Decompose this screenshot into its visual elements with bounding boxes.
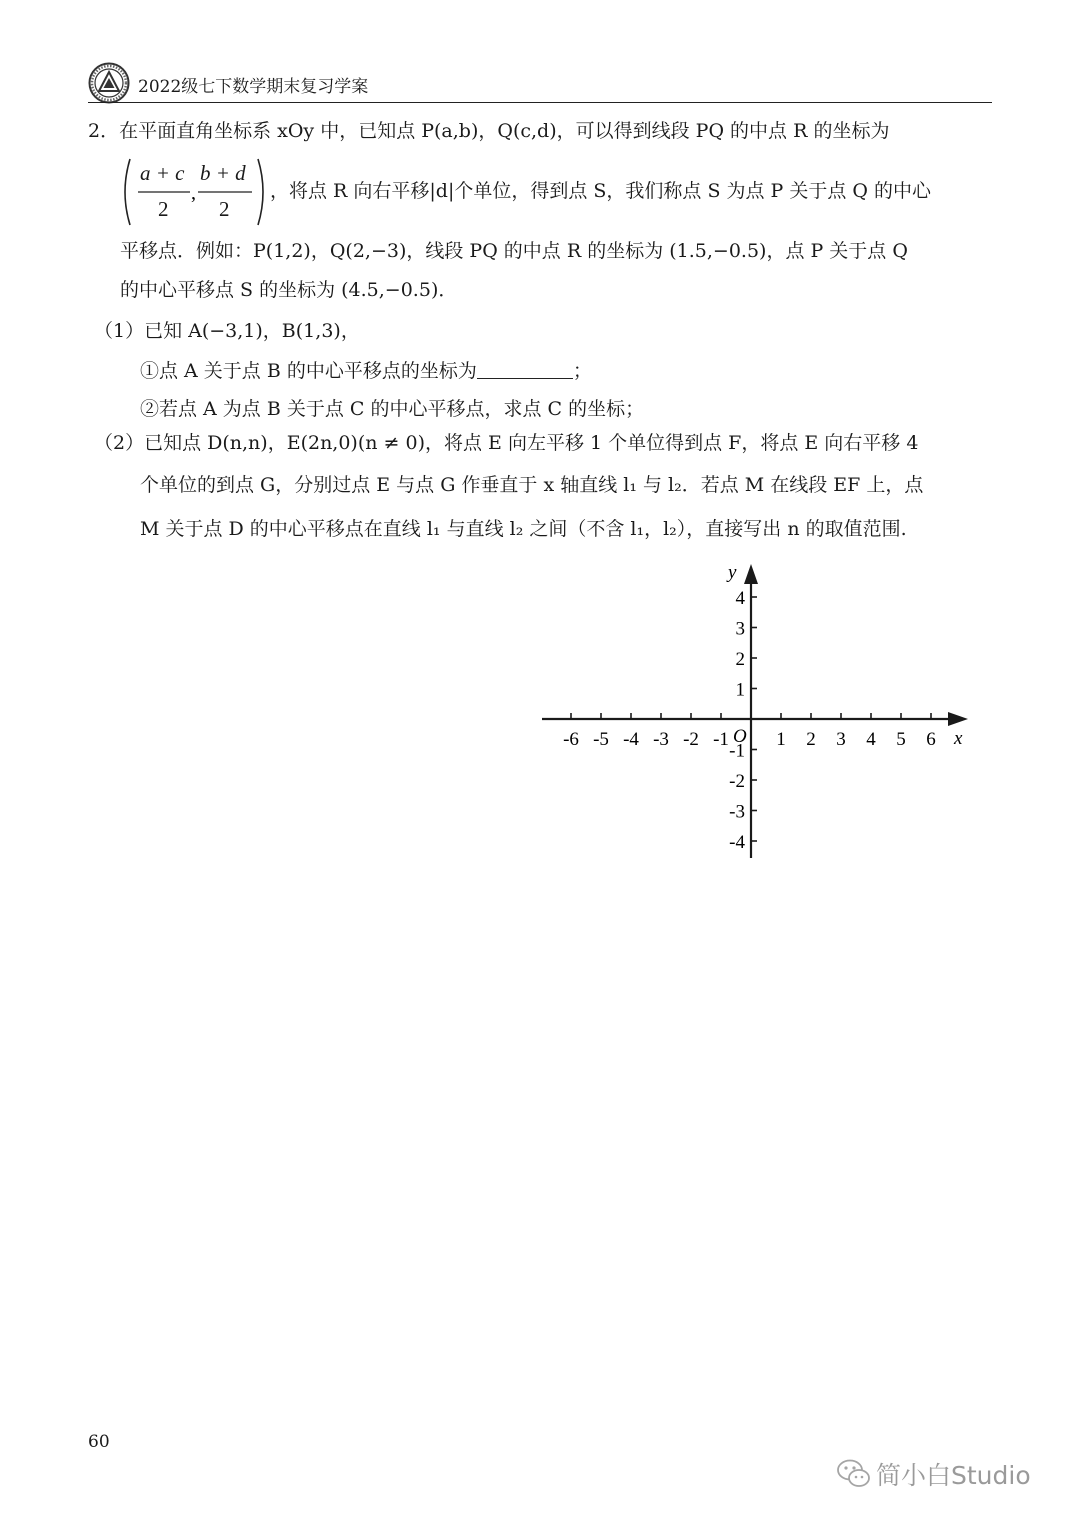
header-title: 2022级七下数学期末复习学案: [138, 77, 369, 97]
part2-line-2: 个单位的到点 G，分别过点 E 与点 G 作垂直于 x 轴直线 l₁ 与 l₂．若点 M 在线段 EF 上，点: [140, 474, 924, 496]
part1-intro: （1）已知 A(−3,1)，B(1,3)，: [94, 320, 360, 342]
y-tick-label: 1: [735, 679, 745, 701]
y-tick-label: 2: [735, 649, 745, 670]
x-tick-label: 2: [806, 729, 816, 750]
x-tick-label: -3: [653, 729, 669, 750]
watermark-text: 简小白Studio: [876, 1461, 1031, 1490]
y-tick-label: 3: [735, 618, 745, 640]
svg-text:,: ,: [191, 182, 196, 204]
fraction-denominator-2: 2: [219, 197, 230, 221]
x-tick-label: 3: [836, 729, 846, 750]
y-axis-arrow-icon: [744, 564, 758, 584]
problem-block: [88, 0, 998, 560]
x-tick-label: 5: [896, 729, 906, 750]
part1-question-1-end: ；: [572, 360, 592, 382]
part1-question-1-text: ①点 A 关于点 B 的中心平移点的坐标为: [140, 360, 477, 382]
x-tick-label: 6: [926, 729, 936, 750]
x-tick-label: -2: [683, 729, 699, 750]
x-tick-label: -4: [623, 729, 639, 750]
answer-blank[interactable]: [477, 360, 573, 379]
part2-line-3: M 关于点 D 的中心平移点在直线 l₁ 与直线 l₂ 之间（不含 l₁，l₂），直接写出 n 的取值范围.: [140, 518, 907, 540]
y-axis-label: y: [728, 562, 737, 583]
y-tick-label: -4: [729, 832, 745, 853]
midpoint-fraction: [120, 157, 270, 227]
x-tick-labels: [563, 729, 936, 750]
page-number: 60: [88, 1432, 110, 1452]
problem-line-1: 2．在平面直角坐标系 xOy 中，已知点 P(a,b)，Q(c,d)，可以得到线段 PQ 的中点 R 的坐标为: [88, 120, 890, 142]
coordinate-plane: [530, 556, 980, 866]
part1-question-1: [140, 358, 592, 384]
x-axis-label: x: [954, 728, 963, 749]
fraction-numerator-2: b + d: [200, 161, 246, 185]
y-tick-label: -2: [729, 771, 745, 792]
x-tick-label: -6: [563, 729, 579, 750]
fraction-denominator-1: 2: [158, 197, 169, 221]
problem-line-4: 的中心平移点 S 的坐标为 (4.5,−0.5)．: [120, 279, 458, 301]
y-tick-label: -1: [729, 740, 745, 762]
origin-label: O: [733, 726, 747, 747]
x-tick-label: 1: [776, 729, 786, 750]
wechat-icon: [836, 1458, 872, 1490]
y-tick-labels: [729, 588, 745, 853]
x-axis-arrow-icon: [948, 712, 968, 726]
problem-line-2: ，将点 R 向右平移|d|个单位，得到点 S，我们称点 S 为点 P 关于点 Q 的中心: [270, 180, 932, 202]
x-tick-label: -1: [713, 729, 729, 750]
problem-line-3: 平移点．例如：P(1,2)，Q(2,−3)，线段 PQ 的中点 R 的坐标为 (1.5,−0.5)，点 P 关于点 Q: [120, 240, 908, 262]
x-tick-label: -5: [593, 729, 609, 750]
y-tick-label: -3: [729, 801, 745, 823]
part1-question-2: ②若点 A 为点 B 关于点 C 的中心平移点，求点 C 的坐标；: [140, 398, 645, 420]
y-tick-label: 4: [735, 588, 745, 609]
part2-line-1: （2）已知点 D(n,n)，E(2n,0)(n ≠ 0)，将点 E 向左平移 1 个单位得到点 F，将点 E 向右平移 4: [94, 432, 919, 454]
fraction-numerator-1: a + c: [140, 161, 185, 185]
x-tick-label: 4: [866, 729, 876, 750]
